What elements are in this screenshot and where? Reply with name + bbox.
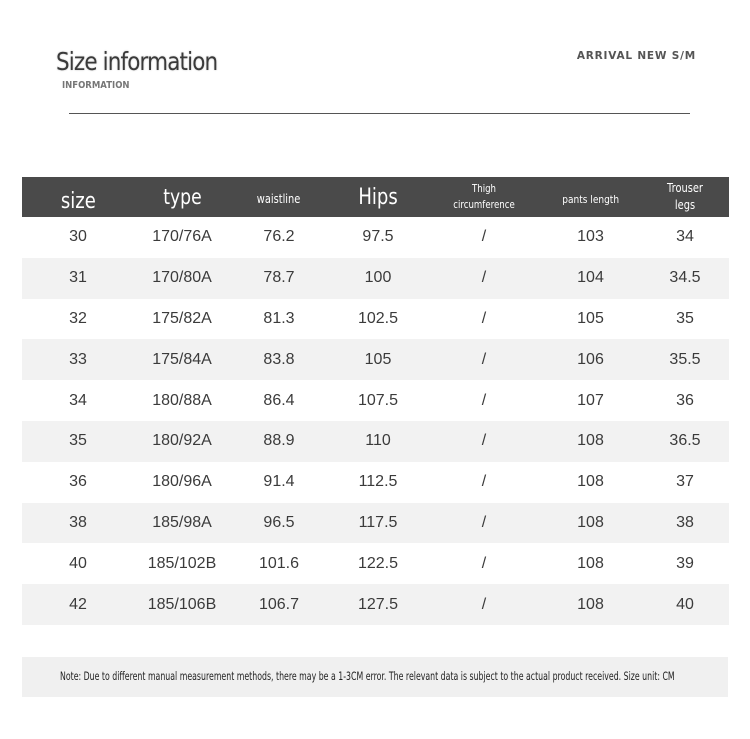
table-cell: 34 — [69, 391, 87, 409]
note-box — [22, 657, 728, 697]
table-cell: 110 — [328, 421, 428, 462]
divider — [69, 113, 690, 114]
table-cell: / — [481, 228, 487, 246]
table-cell: 108 — [577, 554, 604, 572]
table-cell: 106.7 — [230, 584, 328, 625]
table-cell: 97.5 — [362, 228, 394, 246]
arrival-label: ARRIVAL NEW S/M — [576, 50, 696, 62]
table-cell: 76.2 — [263, 228, 295, 246]
table-cell: 35 — [676, 309, 694, 327]
table-cell: 103 — [577, 228, 604, 246]
table-cell: 39 — [676, 554, 694, 572]
table-cell: / — [428, 584, 540, 625]
table-cell: 32 — [69, 309, 87, 327]
table-cell: / — [481, 391, 487, 409]
table-row — [22, 543, 729, 584]
table-cell: 106 — [540, 339, 641, 380]
table-cell: / — [428, 503, 540, 544]
page-subtitle: INFORMATION — [62, 80, 130, 91]
table-cell: 33 — [22, 339, 134, 380]
table-cell: 100 — [328, 258, 428, 299]
table-cell: 175/82A — [152, 309, 212, 327]
table-cell: 107.5 — [357, 391, 399, 409]
table-header-row — [22, 177, 729, 217]
table-cell: 170/80A — [134, 258, 230, 299]
page-title: Size information — [56, 47, 218, 76]
table-cell: 105 — [328, 339, 428, 380]
table-cell: 86.4 — [263, 391, 295, 409]
table-cell: 38 — [22, 503, 134, 544]
table-cell: 180/92A — [134, 421, 230, 462]
column-header: Hips — [328, 177, 428, 217]
table-row — [22, 258, 729, 299]
table-cell: / — [481, 309, 487, 327]
table-cell: 185/102B — [147, 554, 217, 572]
table-cell: 185/98A — [134, 503, 230, 544]
table-row — [22, 421, 729, 462]
column-header: type — [134, 177, 230, 217]
table-cell: 34.5 — [641, 258, 729, 299]
table-cell: / — [428, 258, 540, 299]
table-cell: 96.5 — [230, 503, 328, 544]
table-cell: 83.8 — [230, 339, 328, 380]
table-cell: 81.3 — [263, 309, 295, 327]
table-cell: 180/96A — [152, 473, 212, 491]
table-cell: / — [481, 554, 487, 572]
column-header: waistline — [230, 177, 328, 217]
table-cell: 91.4 — [263, 473, 295, 491]
table-cell: 35 — [22, 421, 134, 462]
table-row — [22, 584, 729, 625]
table-row — [22, 217, 729, 258]
note-text: Note: Due to different manual measurement methods, there may be a 1-3CM error. The relevant data is subject to the actual product received. Size unit: CM — [60, 669, 675, 683]
table-cell: 108 — [540, 421, 641, 462]
table-cell: 105 — [577, 309, 604, 327]
column-header: pants length — [540, 177, 641, 217]
table-cell: 35.5 — [641, 339, 729, 380]
table-cell: 42 — [22, 584, 134, 625]
table-cell: 36 — [69, 473, 87, 491]
table-cell: 112.5 — [358, 473, 398, 491]
table-cell: / — [428, 421, 540, 462]
size-table — [22, 177, 729, 625]
table-cell: 108 — [577, 473, 604, 491]
table-cell: 88.9 — [230, 421, 328, 462]
table-body — [22, 217, 729, 625]
table-cell: 122.5 — [357, 554, 399, 572]
table-cell: 40 — [69, 554, 87, 572]
table-cell: 108 — [540, 584, 641, 625]
table-cell: 127.5 — [328, 584, 428, 625]
table-cell: 34 — [676, 228, 694, 246]
table-cell: 37 — [676, 473, 694, 491]
table-row — [22, 380, 729, 421]
table-cell: 117.5 — [328, 503, 428, 544]
table-cell: 40 — [641, 584, 729, 625]
table-cell: 31 — [22, 258, 134, 299]
table-cell: 104 — [540, 258, 641, 299]
table-cell: 78.7 — [230, 258, 328, 299]
table-cell: 175/84A — [134, 339, 230, 380]
table-cell: 36 — [676, 391, 694, 409]
table-cell: 30 — [69, 228, 87, 246]
table-cell: 180/88A — [152, 391, 212, 409]
table-row — [22, 339, 729, 380]
column-header: Thigh circumference — [428, 177, 540, 217]
table-cell: 36.5 — [641, 421, 729, 462]
table-cell: 38 — [641, 503, 729, 544]
column-header: size — [22, 177, 134, 217]
table-cell: 108 — [540, 503, 641, 544]
table-cell: 170/76A — [152, 228, 212, 246]
table-cell: 107 — [577, 391, 604, 409]
table-row — [22, 299, 729, 340]
table-cell: 101.6 — [258, 554, 300, 572]
table-cell: 185/106B — [134, 584, 230, 625]
table-cell: / — [428, 339, 540, 380]
table-row — [22, 462, 729, 503]
table-cell: 102.5 — [357, 309, 399, 327]
table-row — [22, 503, 729, 544]
column-header: Trouser legs — [641, 177, 729, 217]
table-cell: / — [481, 473, 487, 491]
